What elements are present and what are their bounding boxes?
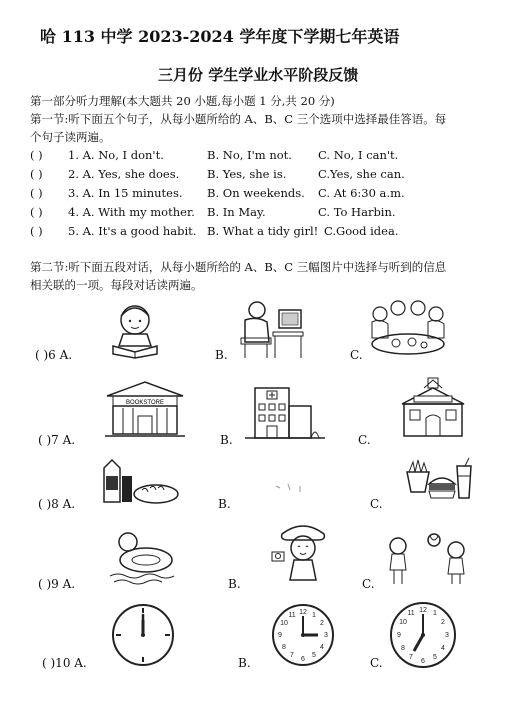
option-a: 1. A. No, I don't. bbox=[68, 148, 164, 162]
option-b-label: B. bbox=[228, 577, 241, 591]
girl-taking-photo-picture bbox=[268, 516, 338, 586]
svg-text:10: 10 bbox=[399, 619, 407, 626]
option-a: 4. A. With my mother. bbox=[68, 205, 195, 219]
option-b-label: B. bbox=[218, 497, 231, 511]
option-c: C. At 6:30 a.m. bbox=[318, 186, 405, 200]
svg-text:3: 3 bbox=[324, 632, 328, 639]
option-b-label: B. bbox=[220, 433, 233, 447]
svg-text:11: 11 bbox=[288, 612, 296, 619]
signboard-text: BOOKSTORE bbox=[126, 400, 164, 406]
svg-text:11: 11 bbox=[407, 610, 415, 617]
option-c-label: C. bbox=[362, 577, 375, 591]
svg-text:9: 9 bbox=[278, 632, 282, 639]
svg-text:8: 8 bbox=[282, 644, 286, 651]
answer-blank[interactable]: ( ) bbox=[30, 224, 43, 238]
fast-food-picture bbox=[405, 458, 475, 504]
part1-heading: 第一部分听力理解(本大题共 20 小题,每小题 1 分,共 20 分) bbox=[30, 94, 335, 108]
faded-picture-marks bbox=[272, 478, 306, 498]
svg-text:10: 10 bbox=[280, 620, 288, 627]
question-label: ( )7 A. bbox=[38, 433, 76, 447]
bookstore-building-picture bbox=[105, 380, 185, 438]
svg-text:2: 2 bbox=[441, 619, 445, 626]
svg-text:6: 6 bbox=[301, 656, 305, 663]
question-label: ( )9 A. bbox=[38, 577, 76, 591]
option-c: C.Good idea. bbox=[324, 224, 399, 238]
option-c: C. To Harbin. bbox=[318, 205, 396, 219]
school-building-picture bbox=[398, 376, 468, 440]
answer-blank[interactable]: ( ) bbox=[30, 167, 43, 181]
section2-instruction-line1: 第二节:听下面五段对话，从每小题所给的 A、B、C 三幅图片中选择与听到的信息 bbox=[30, 260, 447, 274]
option-b: B. On weekends. bbox=[207, 186, 305, 200]
question-label: ( )6 A. bbox=[35, 348, 73, 362]
svg-text:12: 12 bbox=[299, 609, 307, 616]
svg-text:12: 12 bbox=[419, 607, 427, 614]
option-c: C.Yes, she can. bbox=[318, 167, 405, 181]
svg-text:5: 5 bbox=[312, 652, 316, 659]
svg-text:8: 8 bbox=[401, 645, 405, 652]
option-b: B. Yes, she is. bbox=[207, 167, 287, 181]
option-a: 5. A. It's a good habit. bbox=[68, 224, 197, 238]
svg-text:5: 5 bbox=[433, 654, 437, 661]
option-c-label: C. bbox=[358, 433, 371, 447]
option-c: C. No, I can't. bbox=[318, 148, 399, 162]
clock-three-fifteen-picture bbox=[270, 602, 336, 668]
svg-text:6: 6 bbox=[421, 658, 425, 665]
svg-text:4: 4 bbox=[320, 644, 324, 651]
option-c-label: C. bbox=[370, 497, 383, 511]
question-label: ( )8 A. bbox=[38, 497, 76, 511]
svg-text:7: 7 bbox=[409, 654, 413, 661]
page-title: 哈 113 中学 2023-2024 学年度下学期七年英语 bbox=[40, 27, 400, 46]
girl-reading-picture bbox=[105, 300, 170, 360]
option-c-label: C. bbox=[370, 656, 383, 670]
section1-instruction-line1: 第一节:听下面五个句子，从每小题所给的 A、B、C 三个选项中选择最佳答语。每 bbox=[30, 112, 447, 126]
answer-blank[interactable]: ( ) bbox=[30, 205, 43, 219]
option-b: B. No, I'm not. bbox=[207, 148, 292, 162]
svg-text:2: 2 bbox=[320, 620, 324, 627]
clock-twelve-picture bbox=[110, 602, 176, 668]
hospital-building-picture bbox=[245, 382, 325, 440]
clock-seven-picture bbox=[388, 600, 458, 670]
section2-instruction-line2: 相关联的一项。每段对话读两遍。 bbox=[30, 278, 203, 292]
milk-and-bread-picture bbox=[100, 458, 180, 506]
answer-blank[interactable]: ( ) bbox=[30, 148, 43, 162]
option-b-label: B. bbox=[238, 656, 251, 670]
section1-instruction-line2: 个句子读两遍。 bbox=[30, 130, 111, 144]
answer-blank[interactable]: ( ) bbox=[30, 186, 43, 200]
svg-text:4: 4 bbox=[441, 645, 445, 652]
option-b: B. In May. bbox=[207, 205, 266, 219]
option-a: 3. A. In 15 minutes. bbox=[68, 186, 183, 200]
children-playing-ball-picture bbox=[386, 530, 470, 586]
swimming-picture bbox=[108, 528, 180, 584]
family-dinner-picture bbox=[368, 298, 448, 360]
svg-text:1: 1 bbox=[433, 610, 437, 617]
option-a: 2. A. Yes, she does. bbox=[68, 167, 180, 181]
svg-text:3: 3 bbox=[445, 632, 449, 639]
question-label: ( )10 A. bbox=[42, 656, 87, 670]
svg-text:7: 7 bbox=[290, 652, 294, 659]
option-b: B. What a tidy girl! bbox=[207, 224, 319, 238]
page-subtitle: 三月份 学生学业水平阶段反馈 bbox=[158, 66, 359, 84]
person-at-computer-picture bbox=[235, 298, 305, 360]
option-b-label: B. bbox=[215, 348, 228, 362]
option-c-label: C. bbox=[350, 348, 363, 362]
svg-text:9: 9 bbox=[397, 632, 401, 639]
svg-text:1: 1 bbox=[312, 612, 316, 619]
